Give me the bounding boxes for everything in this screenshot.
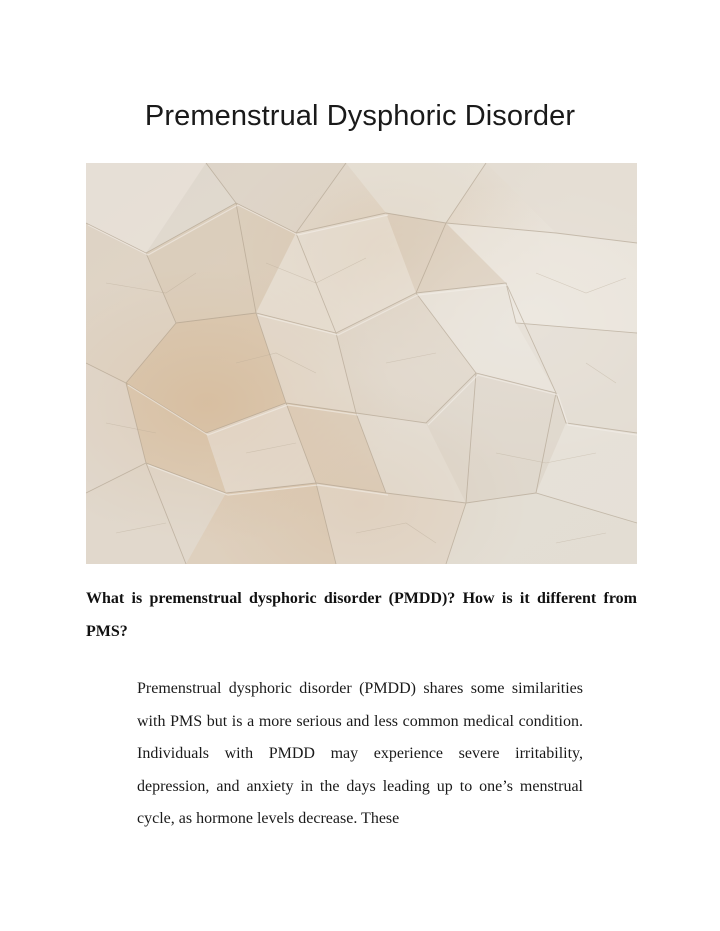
crumpled-paper-texture — [86, 163, 637, 564]
crumpled-paper-image — [86, 163, 637, 564]
body-paragraph: Premenstrual dysphoric disorder (PMDD) shares some similarities with PMS but is a more serious and less common medical condition. Individuals with PMDD may experience severe irritability, depression, and anxiety in the days leading up to one’s menstrual cycle, as hormone levels decrease. These — [137, 680, 583, 827]
section-question: What is premenstrual dysphoric disorder (PMDD)? How is it different from PMS? — [86, 590, 637, 640]
page-title: Premenstrual Dysphoric Disorder — [144, 100, 576, 132]
